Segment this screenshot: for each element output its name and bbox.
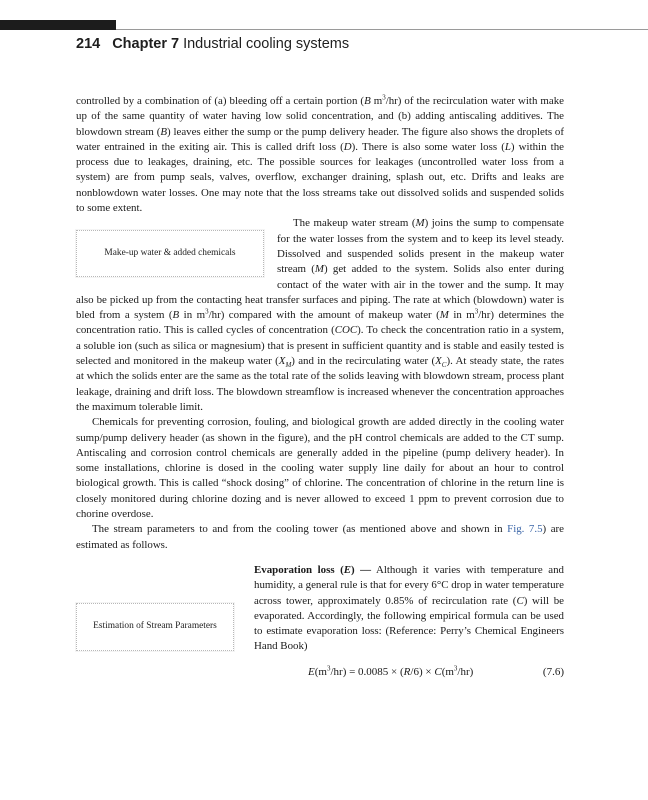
paragraph-1: controlled by a combination of (a) bleeding off a certain portion (B $m^3/hr$) of the recirculation water with make up of the same quantity of water having low solid concentration, and (b) adding antiscaling additives. The blowdown stream (B) leaves either the sump or the pump delivery header. The figure also shows the droplets of water entrained in the exiting air. This is called drift loss (D). There is also some water loss (L) within the process due to leakages, draining, etc. The possible sources for leakages (uncontrolled water loss from a system) are from pump seals, valves, overflow, exchanger draining, splash out, etc. Drifts and leaks are nonblowdown water losses. One may note that the loss streams take out dissolved solids and suspended solids to some extent.: [76, 93, 564, 215]
figure-link[interactable]: Fig. 7.5: [507, 523, 543, 536]
header-rule-line: [116, 29, 648, 30]
margin-note-makeup: Make-up water & added chemicals: [76, 230, 264, 277]
chapter-label: Chapter 7: [112, 36, 180, 52]
equation-expression: $E(m^3/hr) = 0.0085 \times (R/6) \times C(m^3/hr)$: [308, 664, 474, 678]
chapter-title: Industrial cooling systems: [183, 36, 350, 52]
running-header: [76, 36, 349, 52]
equation-number: (7.6): [542, 665, 564, 678]
margin-note-area-2: [76, 563, 254, 653]
body-text: [76, 94, 564, 683]
paragraph-5: Evaporation loss (E) — Although it varies with temperature and humidity, a general rule is that for every 6°C drop in water temperature across tower, approximately 0.85% of recirculation rate (C) will be evaporated. Accordingly, the following empirical formula can be used to estimate evaporation loss: (Reference: Perry’s Chemical Engineers Hand Book): [254, 563, 564, 653]
paragraph-4: The stream parameters to and from the cooling tower (as mentioned above and shown in Fig. 7.5) are estimated as follows.: [76, 523, 564, 551]
paragraph-3: Chemicals for preventing corrosion, fouling, and biological growth are added directly in the cooling water sump/pump delivery header (as shown in the figure), and the pH control chemicals are added to the CT sump. Antiscaling and corrosion control chemicals are generally added in the pipeline (pump delivery header). In some installations, chlorine is dosed in the cooling water supply line daily for about an hour to control biological growth. This is called “shock dosing” of chlorine. The concentration of chlorine in the return line is closely monitored during chlorine dozing and is never allowed to exceed 1 ppm to prevent corrosion due to chorine overdose.: [76, 416, 564, 521]
margin-note-area-1: [76, 216, 277, 286]
header-rule-bar: [0, 20, 116, 30]
margin-note-estimation: Estimation of Stream Parameters: [76, 603, 234, 651]
page-number: 214: [76, 36, 101, 52]
paragraph-2: The makeup water stream (M) joins the sump to compensate for the water losses from the system and to keep its level steady. Dissolved and suspended solids present in the makeup water stream (M) get added to the system. Solids also enter during contact of the water with air in the tower and the sump. It may also be picked up from the contacting heat transfer surfaces and piping. The rate at which (blowdown) water is bled from a system (B in $m^3/hr$) compared with the amount of makeup water (M in $m^3/hr$) determines the concentration ratio. This is called cycles of concentration (COC). To check the concentration ratio in a system, a soluble ion (such as silica or magnesium) that is present in sufficient quantity and is stable and easily tested is selected and monitored in the makeup water $(X_M)$ and in the recirculating water $(X_C)$. At steady state, the rates at which the solids enter are the same as the total rate of the solids leaving with blowdown stream, process plant leakage, draining and drift loss. The blowdown streamflow is increased whenever the concentration approaches the maximum tolerable limit.: [76, 217, 565, 413]
evaporation-heading: Evaporation loss (E) —: [254, 563, 372, 576]
equation-7-6: [254, 663, 564, 683]
